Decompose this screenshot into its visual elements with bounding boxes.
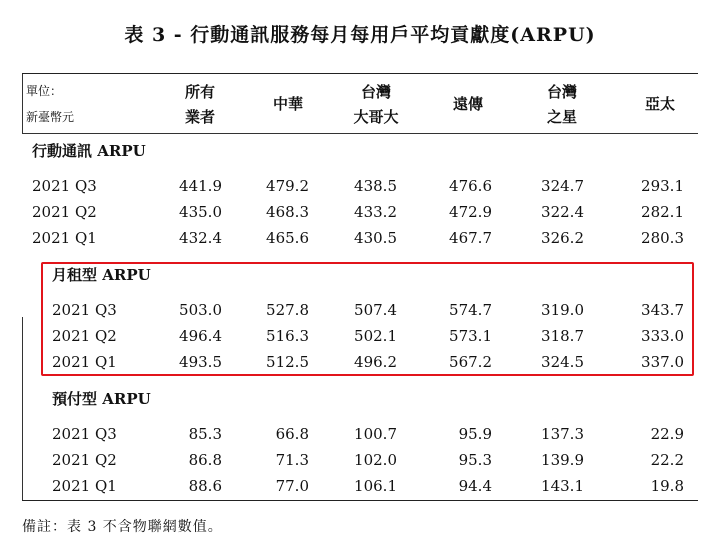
value-cell: 324.7 — [541, 177, 584, 195]
value-cell: 106.1 — [354, 477, 397, 495]
section-label: 預付型 ARPU — [52, 390, 151, 408]
value-cell: 85.3 — [188, 425, 222, 443]
value-cell: 472.9 — [449, 203, 492, 221]
value-cell: 88.6 — [188, 477, 222, 495]
period-cell: 2021 Q1 — [32, 229, 97, 247]
column-header: 遠傳 — [452, 95, 483, 113]
column-header-line2: 大哥大 — [353, 108, 399, 126]
value-cell: 516.3 — [266, 327, 309, 345]
value-cell: 318.7 — [541, 327, 584, 345]
value-cell: 467.7 — [449, 229, 492, 247]
value-cell: 139.9 — [541, 451, 584, 469]
value-cell: 71.3 — [275, 451, 309, 469]
value-cell: 432.4 — [179, 229, 222, 247]
value-cell: 507.4 — [354, 301, 397, 319]
period-cell: 2021 Q3 — [52, 301, 117, 319]
period-cell: 2021 Q3 — [52, 425, 117, 443]
value-cell: 19.8 — [650, 477, 684, 495]
table-row — [22, 226, 698, 252]
value-cell: 280.3 — [641, 229, 684, 247]
column-header-line2: 業者 — [184, 108, 215, 126]
column-header: 所有 — [184, 83, 215, 101]
value-cell: 476.6 — [449, 177, 492, 195]
value-cell: 503.0 — [179, 301, 222, 319]
value-cell: 433.2 — [354, 203, 397, 221]
unit-label: 單位： — [26, 84, 63, 98]
header-left-rule — [22, 74, 23, 133]
value-cell: 326.2 — [541, 229, 584, 247]
value-cell: 322.4 — [541, 203, 584, 221]
table-row — [22, 200, 698, 226]
value-cell: 496.4 — [179, 327, 222, 345]
value-cell: 435.0 — [179, 203, 222, 221]
period-cell: 2021 Q1 — [52, 477, 117, 495]
table-row — [22, 474, 698, 500]
table-row — [22, 422, 698, 448]
column-header: 台灣 — [360, 83, 391, 101]
unit-currency: 新臺幣元 — [26, 110, 75, 124]
value-cell: 324.5 — [541, 353, 584, 371]
table-row — [22, 448, 698, 474]
value-cell: 77.0 — [275, 477, 309, 495]
value-cell: 293.1 — [641, 177, 684, 195]
column-header: 亞太 — [644, 95, 675, 113]
value-cell: 282.1 — [641, 203, 684, 221]
footnote: 備註：表 3 不含物聯網數值。 — [22, 519, 223, 535]
value-cell: 573.1 — [449, 327, 492, 345]
value-cell: 502.1 — [354, 327, 397, 345]
value-cell: 94.4 — [458, 477, 492, 495]
value-cell: 430.5 — [354, 229, 397, 247]
table-title: 表 3 - 行動通訊服務每月每用戶平均貢獻度(ARPU) — [124, 24, 596, 46]
value-cell: 441.9 — [179, 177, 222, 195]
value-cell: 527.8 — [266, 301, 309, 319]
period-cell: 2021 Q3 — [32, 177, 97, 195]
period-cell: 2021 Q1 — [52, 353, 117, 371]
value-cell: 468.3 — [266, 203, 309, 221]
value-cell: 496.2 — [354, 353, 397, 371]
monthly-arpu-highlight-box — [41, 262, 694, 376]
value-cell: 95.9 — [458, 425, 492, 443]
value-cell: 319.0 — [541, 301, 584, 319]
value-cell: 95.3 — [458, 451, 492, 469]
value-cell: 465.6 — [266, 229, 309, 247]
value-cell: 22.9 — [650, 425, 684, 443]
value-cell: 512.5 — [266, 353, 309, 371]
period-cell: 2021 Q2 — [32, 203, 97, 221]
value-cell: 100.7 — [354, 425, 397, 443]
value-cell: 66.8 — [275, 425, 309, 443]
column-header-line2: 之星 — [546, 108, 577, 126]
value-cell: 567.2 — [449, 353, 492, 371]
header-bottom-rule — [22, 133, 698, 134]
value-cell: 479.2 — [266, 177, 309, 195]
value-cell: 102.0 — [354, 451, 397, 469]
period-cell: 2021 Q2 — [52, 327, 117, 345]
value-cell: 337.0 — [641, 353, 684, 371]
period-cell: 2021 Q2 — [52, 451, 117, 469]
column-header: 台灣 — [546, 83, 577, 101]
value-cell: 22.2 — [650, 451, 684, 469]
value-cell: 137.3 — [541, 425, 584, 443]
value-cell: 333.0 — [641, 327, 684, 345]
section-label: 行動通訊 ARPU — [32, 142, 146, 160]
column-header: 中華 — [272, 95, 303, 113]
value-cell: 574.7 — [449, 301, 492, 319]
value-cell: 86.8 — [188, 451, 222, 469]
value-cell: 438.5 — [354, 177, 397, 195]
value-cell: 143.1 — [541, 477, 584, 495]
value-cell: 493.5 — [179, 353, 222, 371]
value-cell: 343.7 — [641, 301, 684, 319]
table-row — [22, 174, 698, 200]
section-label: 月租型 ARPU — [52, 266, 151, 284]
